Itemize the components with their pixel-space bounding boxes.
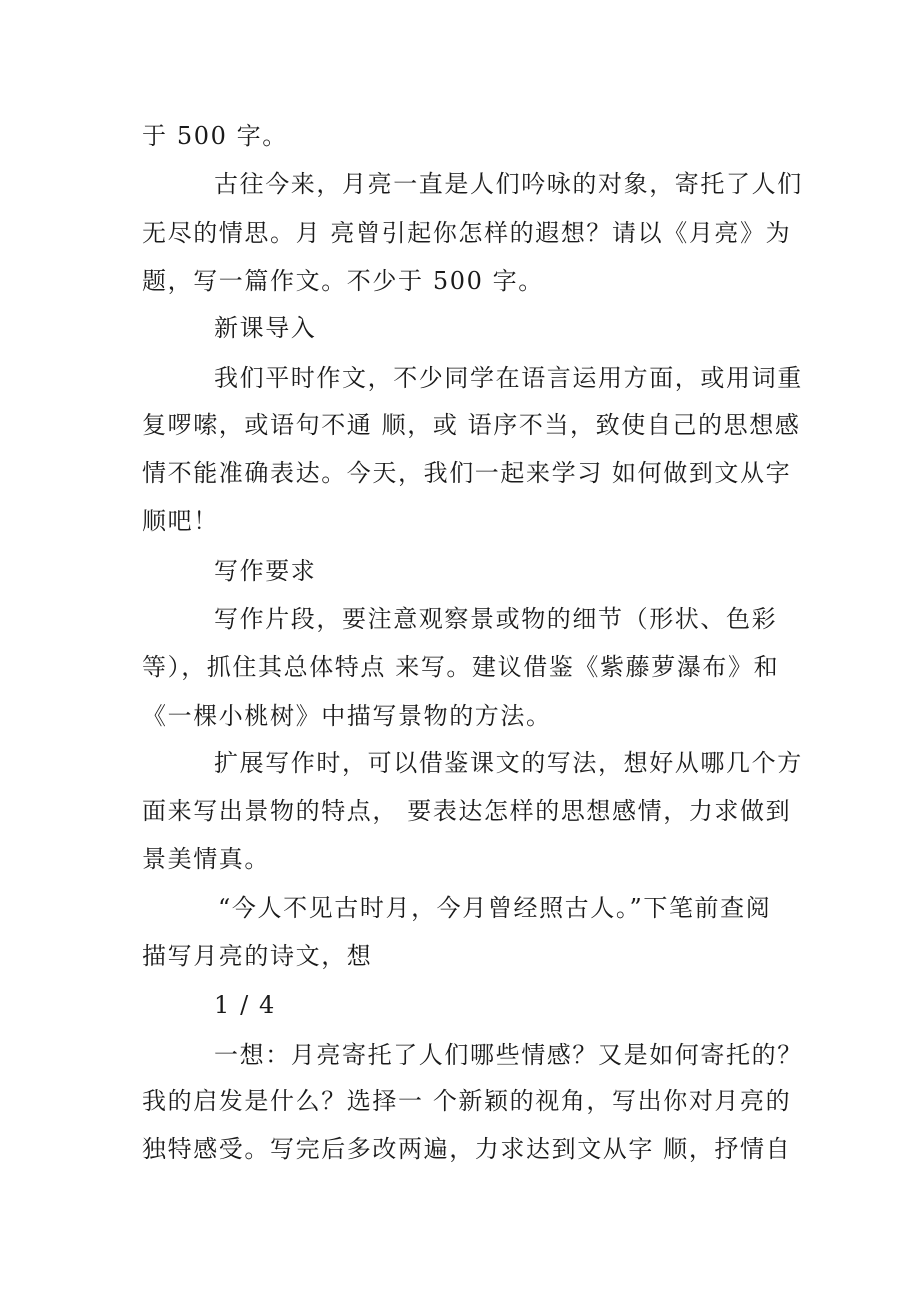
text-line: 独特感受。写完后多改两遍，力求达到文从字 顺，抒情自 (142, 1135, 792, 1163)
text-line: 写作片段，要注意观察景或物的细节（形状、色彩 (214, 605, 778, 633)
text-line: 《一棵小桃树》中描写景物的方法。 (142, 702, 552, 730)
text-line: 古往今来，月亮一直是人们吟咏的对象，寄托了人们 (214, 170, 803, 198)
text-line: 我的启发是什么？选择一 个新颖的视角，写出你对月亮的 (142, 1087, 792, 1115)
section-heading: 新课导入 (214, 314, 317, 342)
text-line: 面来写出景物的特点， 要表达怎样的思想感情，力求做到 (142, 797, 792, 825)
text-line: 复啰嗦，或语句不通 顺，或 语序不当，致使自己的思想感 (142, 411, 801, 439)
text-line: 扩展写作时，可以借鉴课文的写法，想好从哪几个方 (214, 749, 803, 777)
page-number: 1 / 4 (214, 991, 276, 1019)
text-line: 情不能准确表达。今天，我们一起来学习 如何做到文从字 (142, 459, 792, 487)
text-line: 顺吧！ (142, 507, 219, 535)
text-line: 无尽的情思。月 亮曾引起你怎样的遐想？请以《月亮》为 (142, 219, 792, 247)
text-line: 一想：月亮寄托了人们哪些情感？又是如何寄托的？ (214, 1041, 803, 1069)
text-line: 景美情真。 (142, 845, 270, 873)
text-line: “今人不见古时月，今月曾经照古人。”下笔前查阅 (218, 894, 772, 922)
text-line: 于 500 字。 (142, 122, 288, 150)
text-line: 描写月亮的诗文，想 (142, 942, 373, 970)
text-line: 我们平时作文，不少同学在语言运用方面，或用词重 (214, 364, 803, 392)
text-line: 题，写一篇作文。不少于 500 字。 (142, 267, 544, 295)
text-line: 等），抓住其总体特点 来写。建议借鉴《紫藤萝瀑布》和 (142, 653, 780, 681)
section-heading: 写作要求 (214, 557, 317, 585)
